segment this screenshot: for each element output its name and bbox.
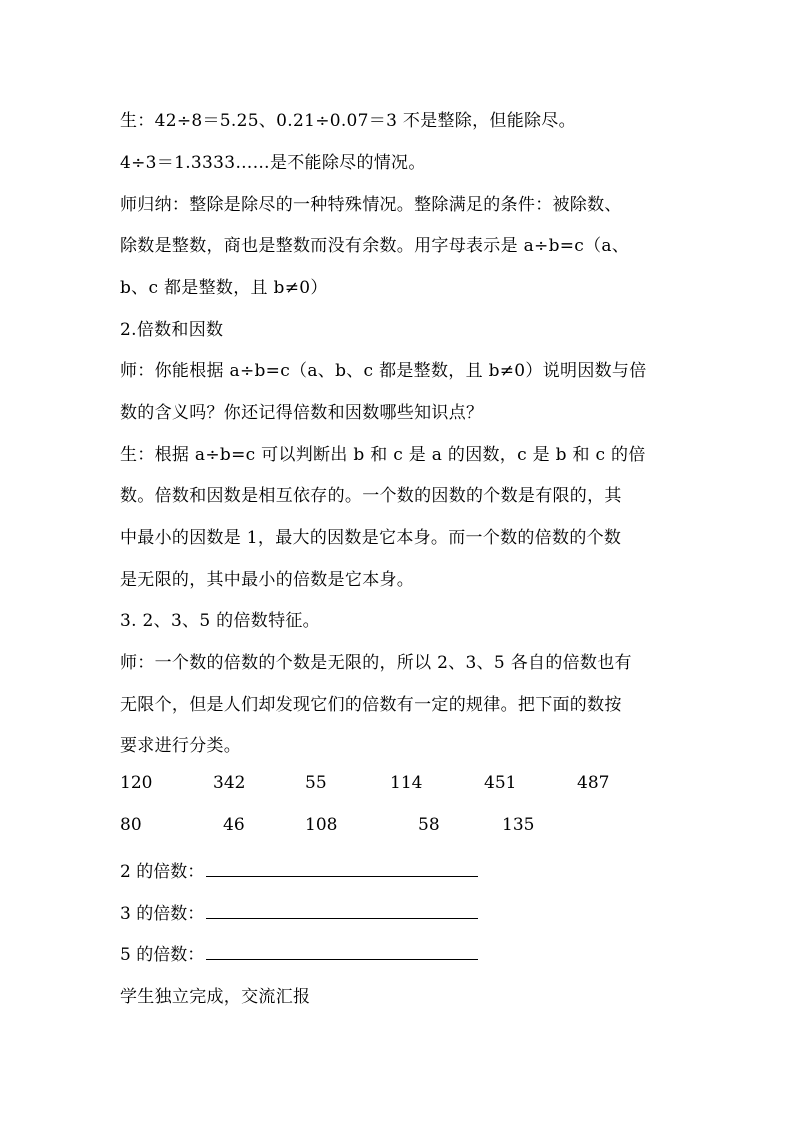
answer-blank[interactable] (206, 862, 478, 877)
number-item: 135 (502, 815, 535, 835)
text-line: 师归纳：整除是除尽的一种特殊情况。整除满足的条件：被除数、 (120, 195, 622, 215)
number-item: 80 (120, 815, 142, 835)
text-line: 4÷3＝1.3333……是不能除尽的情况。 (120, 153, 426, 173)
multiples-of-2-row (120, 857, 478, 882)
blank-label: 5 的倍数： (120, 945, 205, 965)
number-item: 108 (305, 815, 338, 835)
text-line: 数的含义吗？你还记得倍数和因数哪些知识点？ (120, 403, 484, 423)
text-line: 数。倍数和因数是相互依存的。一个数的因数的个数是有限的，其 (120, 486, 622, 506)
number-item: 46 (223, 815, 245, 835)
text-line: 生：42÷8＝5.25、0.21÷0.07＝3 不是整除，但能除尽。 (120, 111, 576, 131)
section-heading: 2.倍数和因数 (120, 320, 224, 340)
text-line: 除数是整数，商也是整数而没有余数。用字母表示是 a÷b=c（a、 (120, 236, 630, 256)
number-item: 58 (418, 815, 440, 835)
text-line: 要求进行分类。 (120, 736, 242, 756)
answer-blank[interactable] (206, 945, 478, 960)
section-heading: 3. 2、3、5 的倍数特征。 (120, 611, 320, 631)
multiples-of-5-row (120, 940, 478, 965)
text-line: 无限个，但是人们却发现它们的倍数有一定的规律。把下面的数按 (120, 695, 622, 715)
number-item: 120 (120, 773, 153, 793)
text-line: b、c 都是整数，且 b≠0） (120, 278, 328, 298)
text-line: 是无限的，其中最小的倍数是它本身。 (120, 570, 415, 590)
text-line: 生：根据 a÷b=c 可以判断出 b 和 c 是 a 的因数，c 是 b 和 c 的倍 (120, 445, 646, 465)
blank-label: 2 的倍数： (120, 862, 205, 882)
number-item: 487 (577, 773, 610, 793)
answer-blank[interactable] (206, 904, 478, 919)
closing-line: 学生独立完成，交流汇报 (120, 987, 311, 1007)
number-item: 55 (305, 773, 327, 793)
text-line: 中最小的因数是 1，最大的因数是它本身。而一个数的倍数的个数 (120, 528, 622, 548)
multiples-of-3-row (120, 899, 478, 924)
text-line: 师：你能根据 a÷b=c（a、b、c 都是整数，且 b≠0）说明因数与倍 (120, 361, 647, 381)
text-line: 师：一个数的倍数的个数是无限的，所以 2、3、5 各自的倍数也有 (120, 653, 632, 673)
blank-label: 3 的倍数： (120, 904, 205, 924)
number-item: 451 (484, 773, 517, 793)
number-item: 114 (390, 773, 423, 793)
number-item: 342 (213, 773, 246, 793)
